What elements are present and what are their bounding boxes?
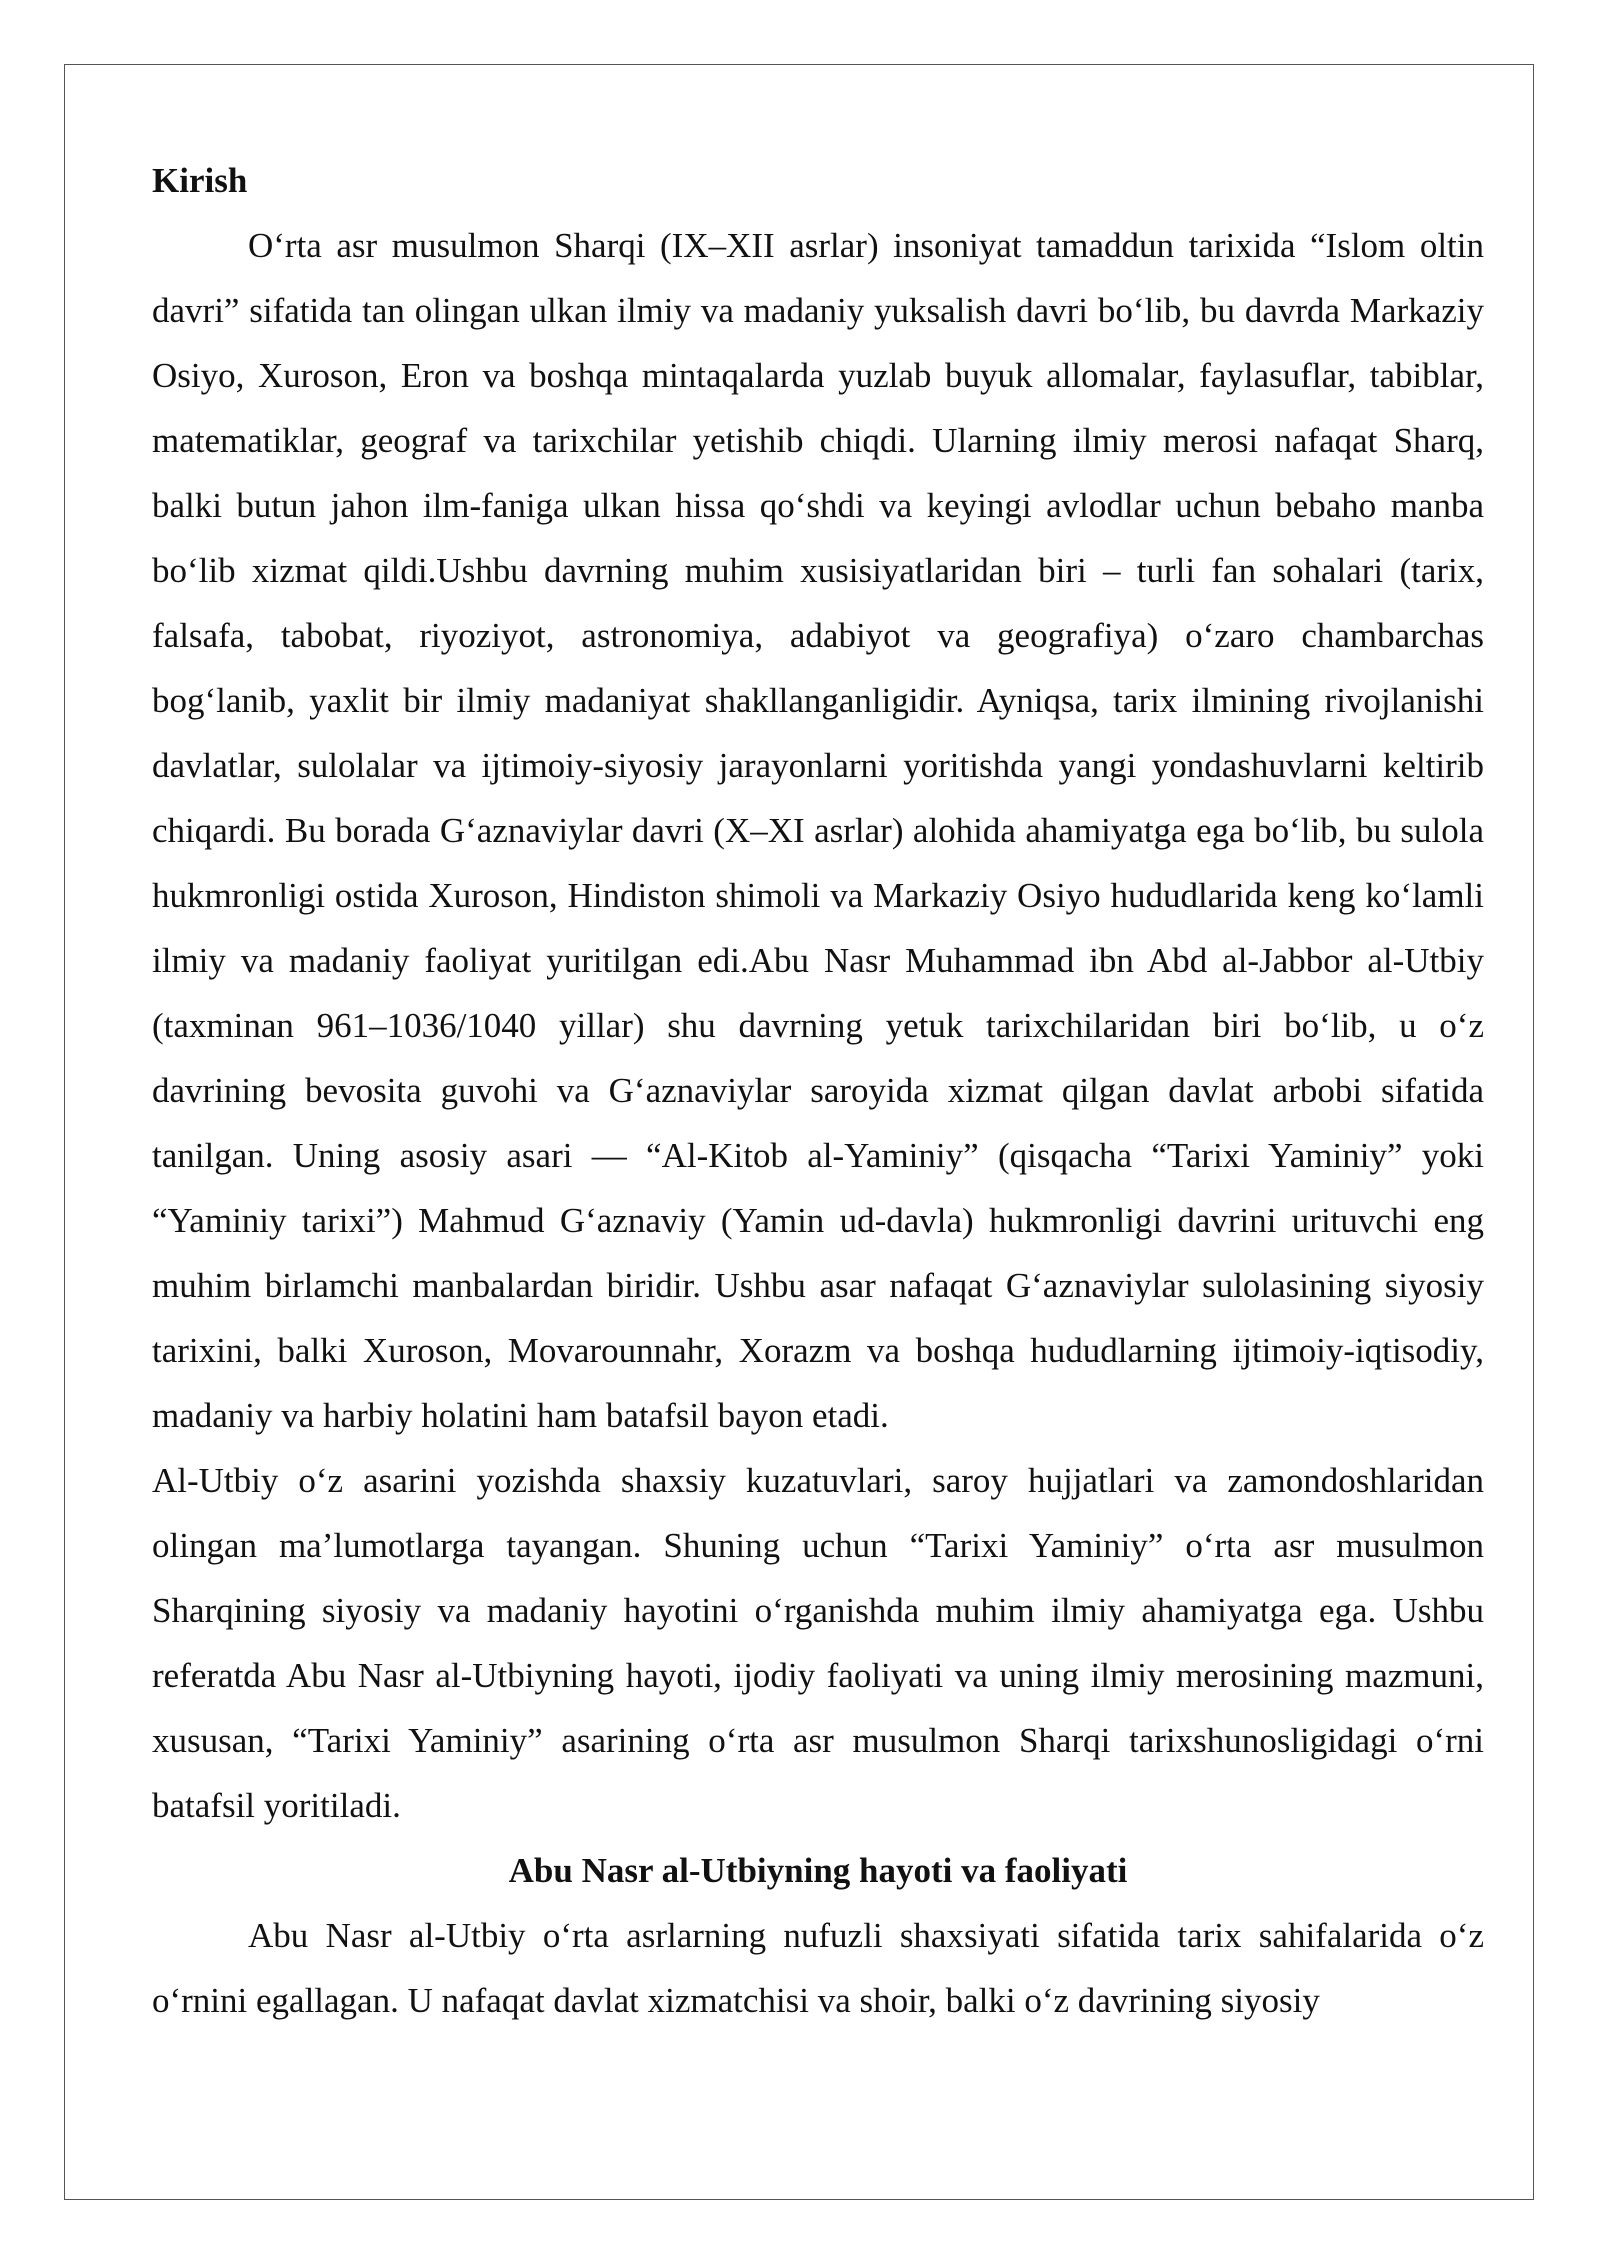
heading-intro: Kirish	[152, 161, 248, 200]
section-heading: Abu Nasr al-Utbiyning hayoti va faoliyati	[508, 1851, 1128, 1890]
intro-paragraph: O‘rta asr musulmon Sharqi (IX–XII asrlar) insoniyat tamaddun tarixida “Islom oltin davri” sifatida tan olingan ulkan ilmiy va madaniy yuksalish davri bo‘lib, bu davrda Markaziy Osiyo, Xuroson, Eron va boshqa mintaqalarda yuzlab buyuk allomalar, faylasuflar, tabiblar, matematiklar, geograf va tarixchilar yetishib chiqdi. Ularning ilmiy merosi nafaqat Sharq, balki butun jahon ilm-faniga ulkan hissa qo‘shdi va keyingi avlodlar uchun bebaho manba bo‘lib xizmat qildi.Ushbu davrning muhim xusisiyatlaridan biri – turli fan sohalari (tarix, falsafa, tabobat, riyoziyot, astronomiya, adabiyot va geografiya) o‘zaro chambarchas bog‘lanib, yaxlit bir ilmiy madaniyat shakllanganligidir. Ayniqsa, tarix ilmining rivojlanishi davlatlar, sulolalar va ijtimoiy-siyosiy jarayonlarni yoritishda yangi yondashuvlarni keltirib chiqardi. Bu borada G‘aznaviylar davri (X–XI asrlar) alohida ahamiyatga ega bo‘lib, bu sulola hukmronligi ostida Xuroson, Hindiston shimoli va Markaziy Osiyo hududlarida keng ko‘lamli ilmiy va madaniy faoliyat yuritilgan edi.Abu Nasr Muhammad ibn Abd al-Jabbor al-Utbiy (taxminan 961–1036/1040 yillar) shu davrning yetuk tarixchilaridan biri bo‘lib, u o‘z davrining bevosita guvohi va G‘aznaviylar saroyida xizmat qilgan davlat arbobi sifatida tanilgan. Uning asosiy asari — “Al-Kitob al-Yaminiy” (qisqacha “Tarixi Yaminiy” yoki “Yaminiy tarixi”) Mahmud G‘aznaviy (Yamin ud-davla) hukmronligi davrini urituvchi eng muhim birlamchi manbalardan biridir. Ushbu asar nafaqat G‘aznaviylar sulolasining siyosiy tarixini, balki Xuroson, Movarounnahr, Xorazm va boshqa hududlarning ijtimoiy-iqtisodiy, madaniy va harbiy holatini ham batafsil bayon etadi.	[152, 226, 1484, 1435]
document-body	[152, 148, 1484, 2033]
section-paragraph: Abu Nasr al-Utbiy o‘rta asrlarning nufuzli shaxsiyati sifatida tarix sahifalarida o‘z o‘rnini egallagan. U nafaqat davlat xizmatchisi va shoir, balki o‘z davrining siyosiy	[152, 1916, 1484, 2020]
second-paragraph: Al-Utbiy o‘z asarini yozishda shaxsiy kuzatuvlari, saroy hujjatlari va zamondoshlaridan olingan ma’lumotlarga tayangan. Shuning uchun “Tarixi Yaminiy” o‘rta asr musulmon Sharqining siyosiy va madaniy hayotini o‘rganishda muhim ilmiy ahamiyatga ega. Ushbu referatda Abu Nasr al-Utbiyning hayoti, ijodiy faoliyati va uning ilmiy merosining mazmuni, xususan, “Tarixi Yaminiy” asarining o‘rta asr musulmon Sharqi tarixshunosligidagi o‘rni batafsil yoritiladi.	[152, 1461, 1484, 1825]
